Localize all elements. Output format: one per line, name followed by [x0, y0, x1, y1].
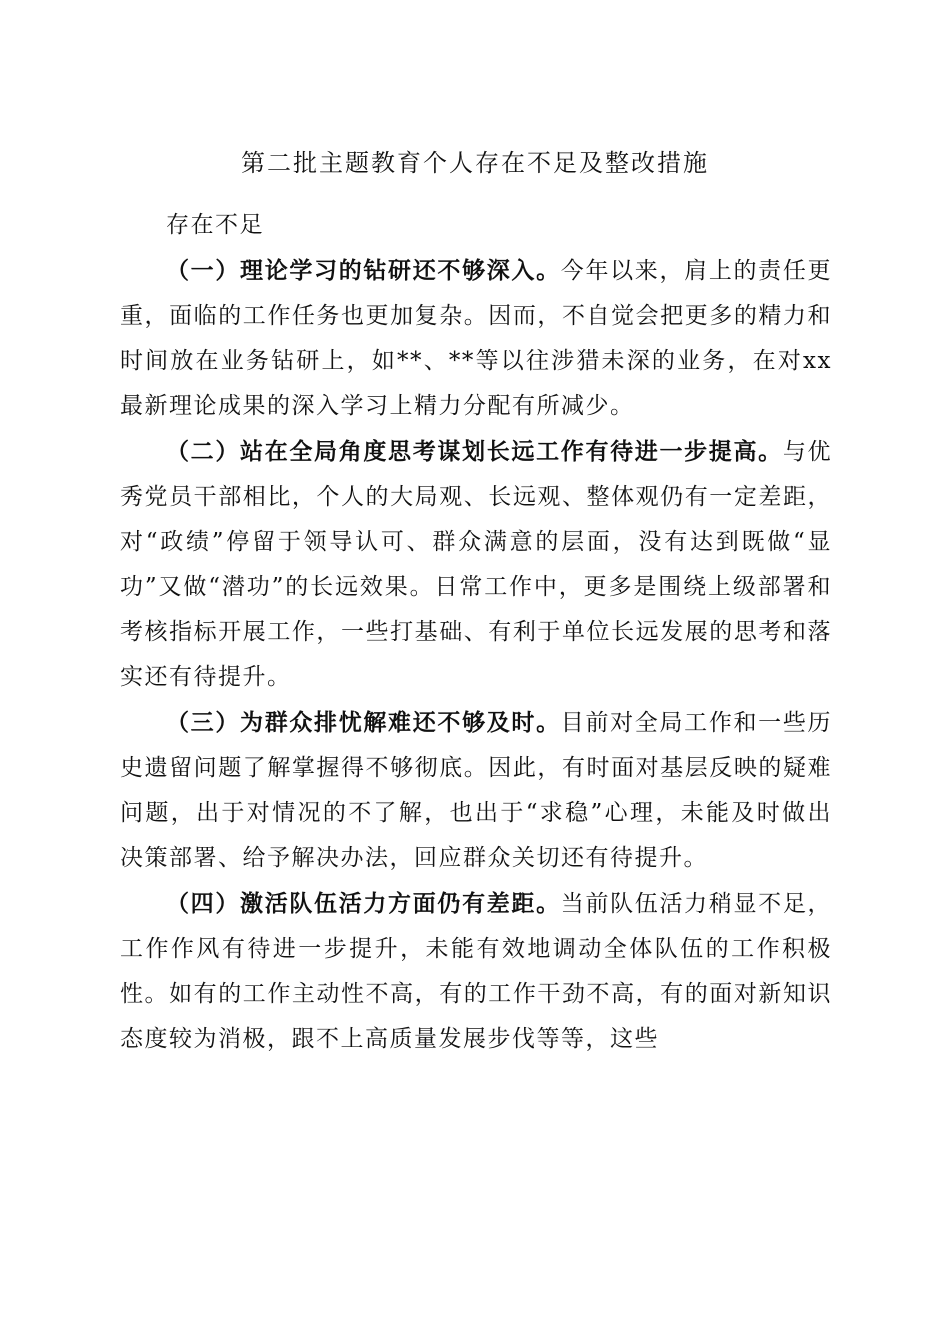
- paragraph-1: [120, 248, 832, 429]
- paragraph-3-lead: （三）为群众排忧解难还不够及时。: [166, 709, 561, 736]
- section-heading: 存在不足: [166, 212, 264, 238]
- paragraph-2-lead: （二）站在全局角度思考谋划长远工作有待进一步提高。: [166, 438, 783, 465]
- document-body: [120, 203, 832, 1062]
- document-title: 第二批主题教育个人存在不足及整改措施: [241, 149, 709, 177]
- paragraph-3-text: 目前对全局工作和一些历史遗留问题了解掌握得不够彻底。因此，有时面对基层反映的疑难问题，出于对情况的不了解，也出于“求稳”心理，未能及时做出决策部署、给予解决办法，回应群众关切还有待提升。: [120, 710, 833, 871]
- paragraph-4: [120, 881, 832, 1062]
- paragraph-4-text: 当前队伍活力稍显不足，工作作风有待进一步提升，未能有效地调动全体队伍的工作积极性。如有的工作主动性不高，有的工作干劲不高，有的面对新知识态度较为消极，跟不上高质量发展步伐等等，这些: [120, 891, 833, 1052]
- paragraph-1-text: 今年以来，肩上的责任更重，面临的工作任务也更加复杂。因而，不自觉会把更多的精力和时间放在业务钻研上，如**、**等以往涉猎未深的业务，在对xx最新理论成果的深入学习上精力分配有所减少。: [120, 258, 833, 419]
- paragraph-2: [120, 429, 832, 700]
- paragraph-2-text: 与优秀党员干部相比，个人的大局观、长远观、整体观仍有一定差距，对“政绩”停留于领导认可、群众满意的层面，没有达到既做“显功”又做“潜功”的长远效果。日常工作中，更多是围绕上级部署和考核指标开展工作，一些打基础、有利于单位长远发展的思考和落实还有待提升。: [120, 439, 833, 690]
- paragraph-3: [120, 700, 832, 881]
- paragraph-1-lead: （一）理论学习的钻研还不够深入。: [166, 257, 561, 284]
- paragraph-4-lead: （四）激活队伍活力方面仍有差距。: [166, 890, 561, 917]
